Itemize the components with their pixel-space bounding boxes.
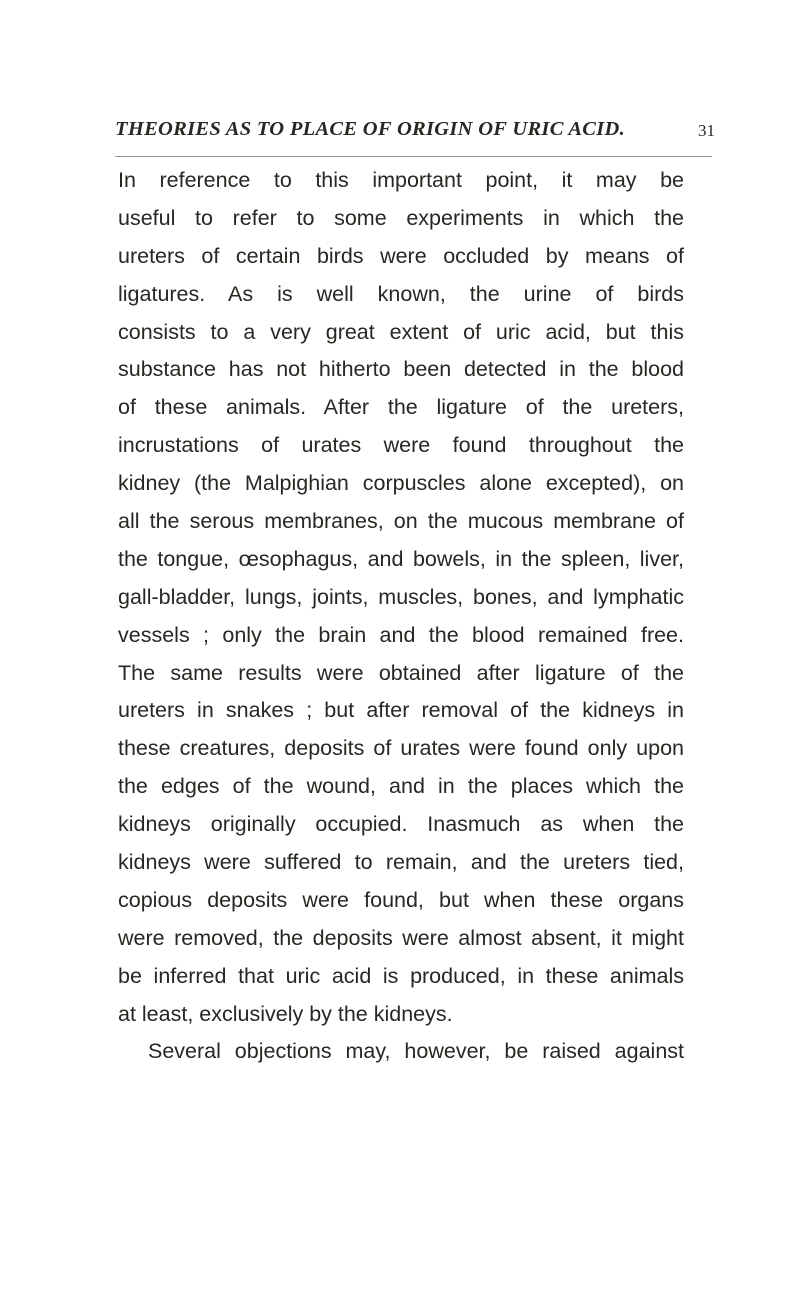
text-line: were removed, the deposits were almost absent, it might bbox=[118, 925, 684, 950]
text-line: ureters of certain birds were occluded by means of bbox=[118, 243, 684, 268]
header-rule bbox=[115, 156, 712, 157]
running-title: THEORIES AS TO PLACE OF ORIGIN OF URIC ACID. bbox=[115, 118, 626, 140]
text-line: the tongue, œsophagus, and bowels, in the spleen, liver, bbox=[118, 546, 684, 571]
text-line: kidneys originally occupied. Inasmuch as when the bbox=[118, 812, 684, 837]
running-head bbox=[115, 118, 715, 148]
text-line: the edges of the wound, and in the places which the bbox=[118, 774, 684, 799]
text-line: In reference to this important point, it may be bbox=[118, 168, 684, 192]
body-text bbox=[118, 162, 684, 1071]
text-line: incrustations of urates were found throughout the bbox=[118, 433, 684, 458]
text-line: ligatures. As is well known, the urine of birds bbox=[118, 281, 684, 306]
text-line: be inferred that uric acid is produced, in these animals bbox=[118, 963, 684, 988]
text-line: these creatures, deposits of urates were found only upon bbox=[118, 736, 684, 761]
text-line: The same results were obtained after ligature of the bbox=[118, 660, 684, 685]
text-line: substance has not hitherto been detected in the blood bbox=[118, 357, 684, 382]
text-line: kidneys were suffered to remain, and the ureters tied, bbox=[118, 850, 684, 875]
text-line: of these animals. After the ligature of the ureters, bbox=[118, 395, 684, 420]
text-line: consists to a very great extent of uric acid, but this bbox=[118, 319, 684, 344]
text-line: gall-bladder, lungs, joints, muscles, bones, and lymphatic bbox=[118, 584, 684, 609]
text-line: all the serous membranes, on the mucous membrane of bbox=[118, 509, 684, 534]
paragraph-end-line: at least, exclusively by the kidneys. bbox=[118, 1001, 453, 1026]
text-line: useful to refer to some experiments in which the bbox=[118, 205, 684, 230]
text-line: ureters in snakes ; but after removal of the kidneys in bbox=[118, 698, 684, 723]
text-line: vessels ; only the brain and the blood remained free. bbox=[118, 622, 684, 647]
paragraph-start-line: Several objections may, however, be raised against bbox=[148, 1039, 684, 1064]
text-line: copious deposits were found, but when these organs bbox=[118, 887, 684, 912]
page-number: 31 bbox=[698, 121, 715, 140]
text-line: kidney (the Malpighian corpuscles alone excepted), on bbox=[118, 471, 684, 496]
